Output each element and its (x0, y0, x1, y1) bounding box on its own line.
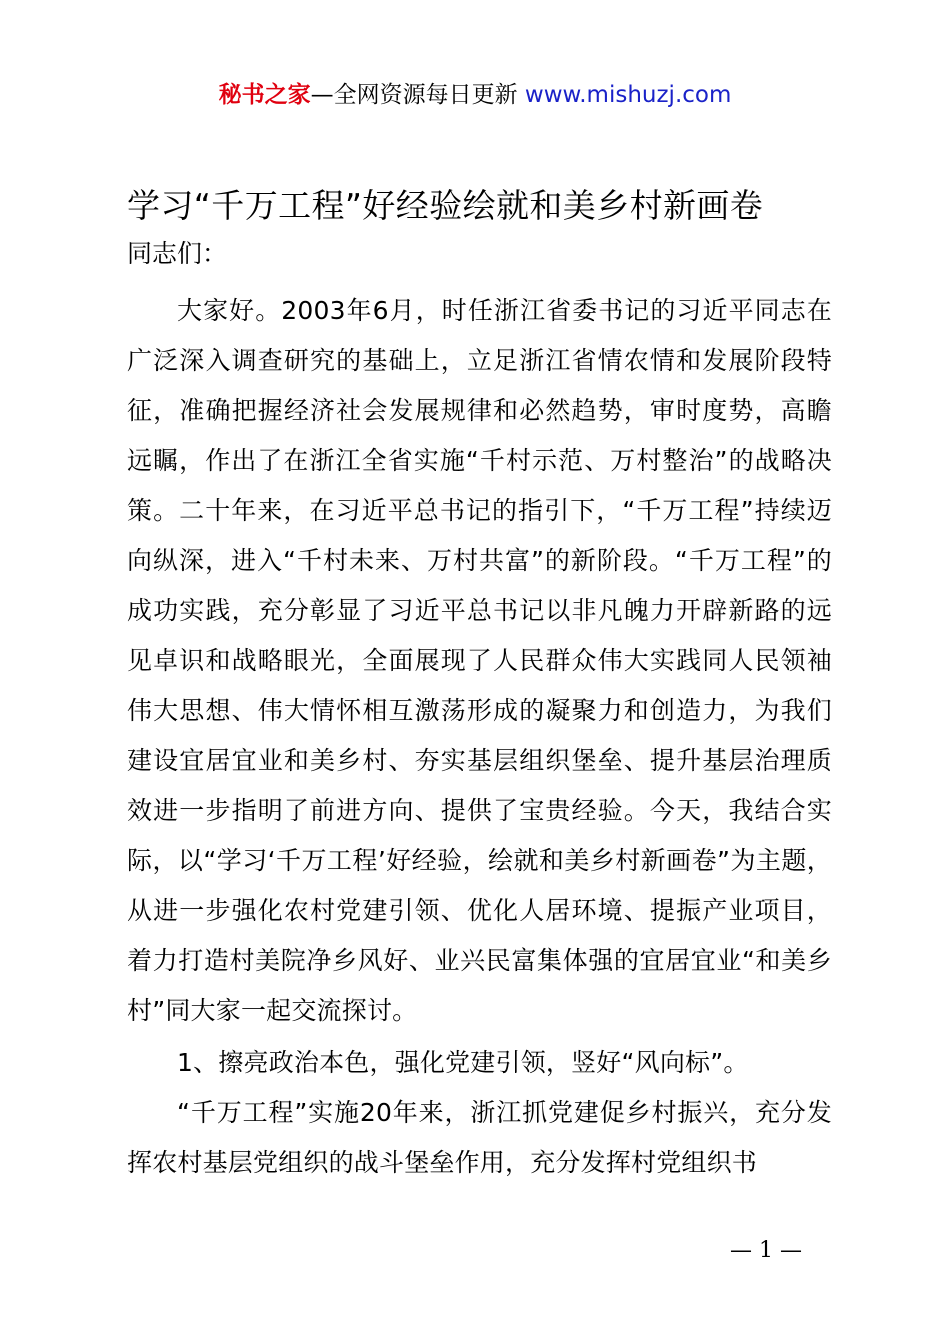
section-paragraph: “千万工程”实施20年来，浙江抓党建促乡村振兴，充分发挥农村基层党组织的战斗堡垒作用，充分发挥村党组织书 (127, 1098, 832, 1177)
site-tagline: —全网资源每日更新 (310, 82, 518, 108)
section-heading: 1、擦亮政治本色，强化党建引领，竖好“风向标”。 (177, 1048, 749, 1077)
document-title: 学习“千万工程”好经验绘就和美乡村新画卷 (127, 186, 764, 225)
site-header (0, 80, 950, 110)
brand-name: 秘书之家 (218, 82, 311, 108)
salutation: 同志们： (127, 239, 228, 268)
page-number: — 1 — (730, 1238, 802, 1263)
site-url-link[interactable]: www.mishuzj.com (524, 82, 732, 108)
intro-paragraph: 大家好。2003年6月，时任浙江省委书记的习近平同志在广泛深入调查研究的基础上，立足浙江省情农情和发展阶段特征，准确把握经济社会发展规律和必然趋势，审时度势，高瞻远瞩，作出了在浙江全省实施“千村示范、万村整治”的战略决策。二十年来，在习近平总书记的指引下，“千万工程”持续迈向纵深，进入“千村未来、万村共富”的新阶段。“千万工程”的成功实践，充分彰显了习近平总书记以非凡魄力开辟新路的远见卓识和战略眼光，全面展现了人民群众伟大实践同人民领袖伟大思想、伟大情怀相互激荡形成的凝聚力和创造力，为我们建设宜居宜业和美乡村、夯实基层组织堡垒、提升基层治理质效进一步指明了前进方向、提供了宝贵经验。今天，我结合实际，以“学习‘千万工程’好经验，绘就和美乡村新画卷”为主题，从进一步强化农村党建引领、优化人居环境、提振产业项目，着力打造村美院净乡风好、业兴民富集体强的宜居宜业“和美乡村”同大家一起交流探讨。 (127, 296, 832, 1025)
document-body (127, 286, 832, 1188)
